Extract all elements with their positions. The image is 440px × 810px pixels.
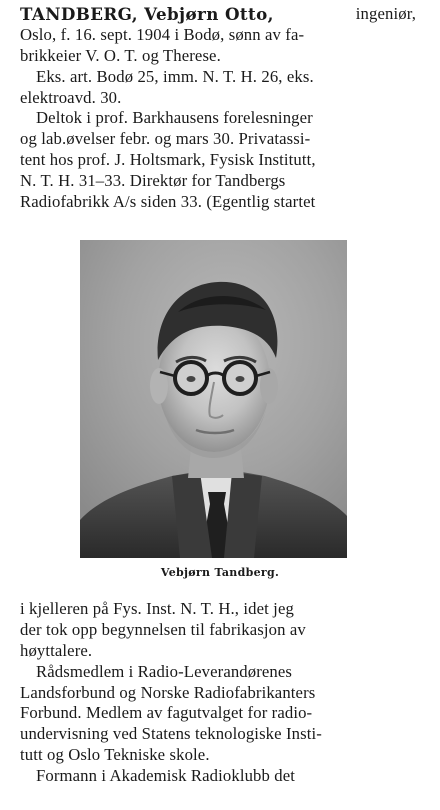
- entry-line: N. T. H. 31–33. Direktør for Tandbergs: [20, 171, 286, 191]
- entry-heading-line: [20, 4, 416, 25]
- entry-line: høyttalere.: [20, 640, 93, 660]
- entry-line: ingeniør,: [355, 4, 416, 23]
- portrait-photo: [80, 240, 347, 558]
- entry-line: og lab.øvelser febr. og mars 30. Privatassi-: [20, 129, 311, 149]
- portrait-caption: Vebjørn Tandberg.: [160, 566, 280, 579]
- entry-line: Forbund. Medlem av fagutvalget for radio-: [20, 703, 313, 723]
- entry-line: tutt og Oslo Tekniske skole.: [20, 745, 210, 765]
- entry-line: tent hos prof. J. Holtsmark, Fysisk Institutt,: [20, 150, 316, 170]
- entry-name-heading: TANDBERG, Vebjørn Otto,: [20, 4, 274, 24]
- entry-line: i kjelleren på Fys. Inst. N. T. H., idet jeg: [20, 599, 294, 618]
- entry-line: elektroavd. 30.: [20, 87, 122, 107]
- entry-line: brikkeier V. O. T. og Therese.: [20, 45, 221, 65]
- entry-line: Landsforbund og Norske Radiofabrikanters: [20, 682, 316, 702]
- entry-line: Oslo, f. 16. sept. 1904 i Bodø, sønn av fa-: [20, 24, 305, 44]
- entry-top-text: [20, 4, 416, 213]
- entry-line: Formann i Akademisk Radioklubb det: [36, 766, 296, 786]
- entry-line: der tok opp begynnelsen til fabrikasjon av: [20, 619, 306, 639]
- entry-line: Rådsmedlem i Radio-Leverandørenes: [36, 661, 293, 681]
- entry-line: undervisning ved Statens teknologiske Insti-: [20, 724, 322, 744]
- entry-line: Radiofabrikk A/s siden 33. (Egentlig startet: [20, 192, 316, 212]
- entry-bottom-text: [20, 599, 416, 787]
- entry-line: Eks. art. Bodø 25, imm. N. T. H. 26, eks.: [36, 66, 314, 86]
- entry-line: Deltok i prof. Barkhausens forelesninger: [36, 108, 313, 128]
